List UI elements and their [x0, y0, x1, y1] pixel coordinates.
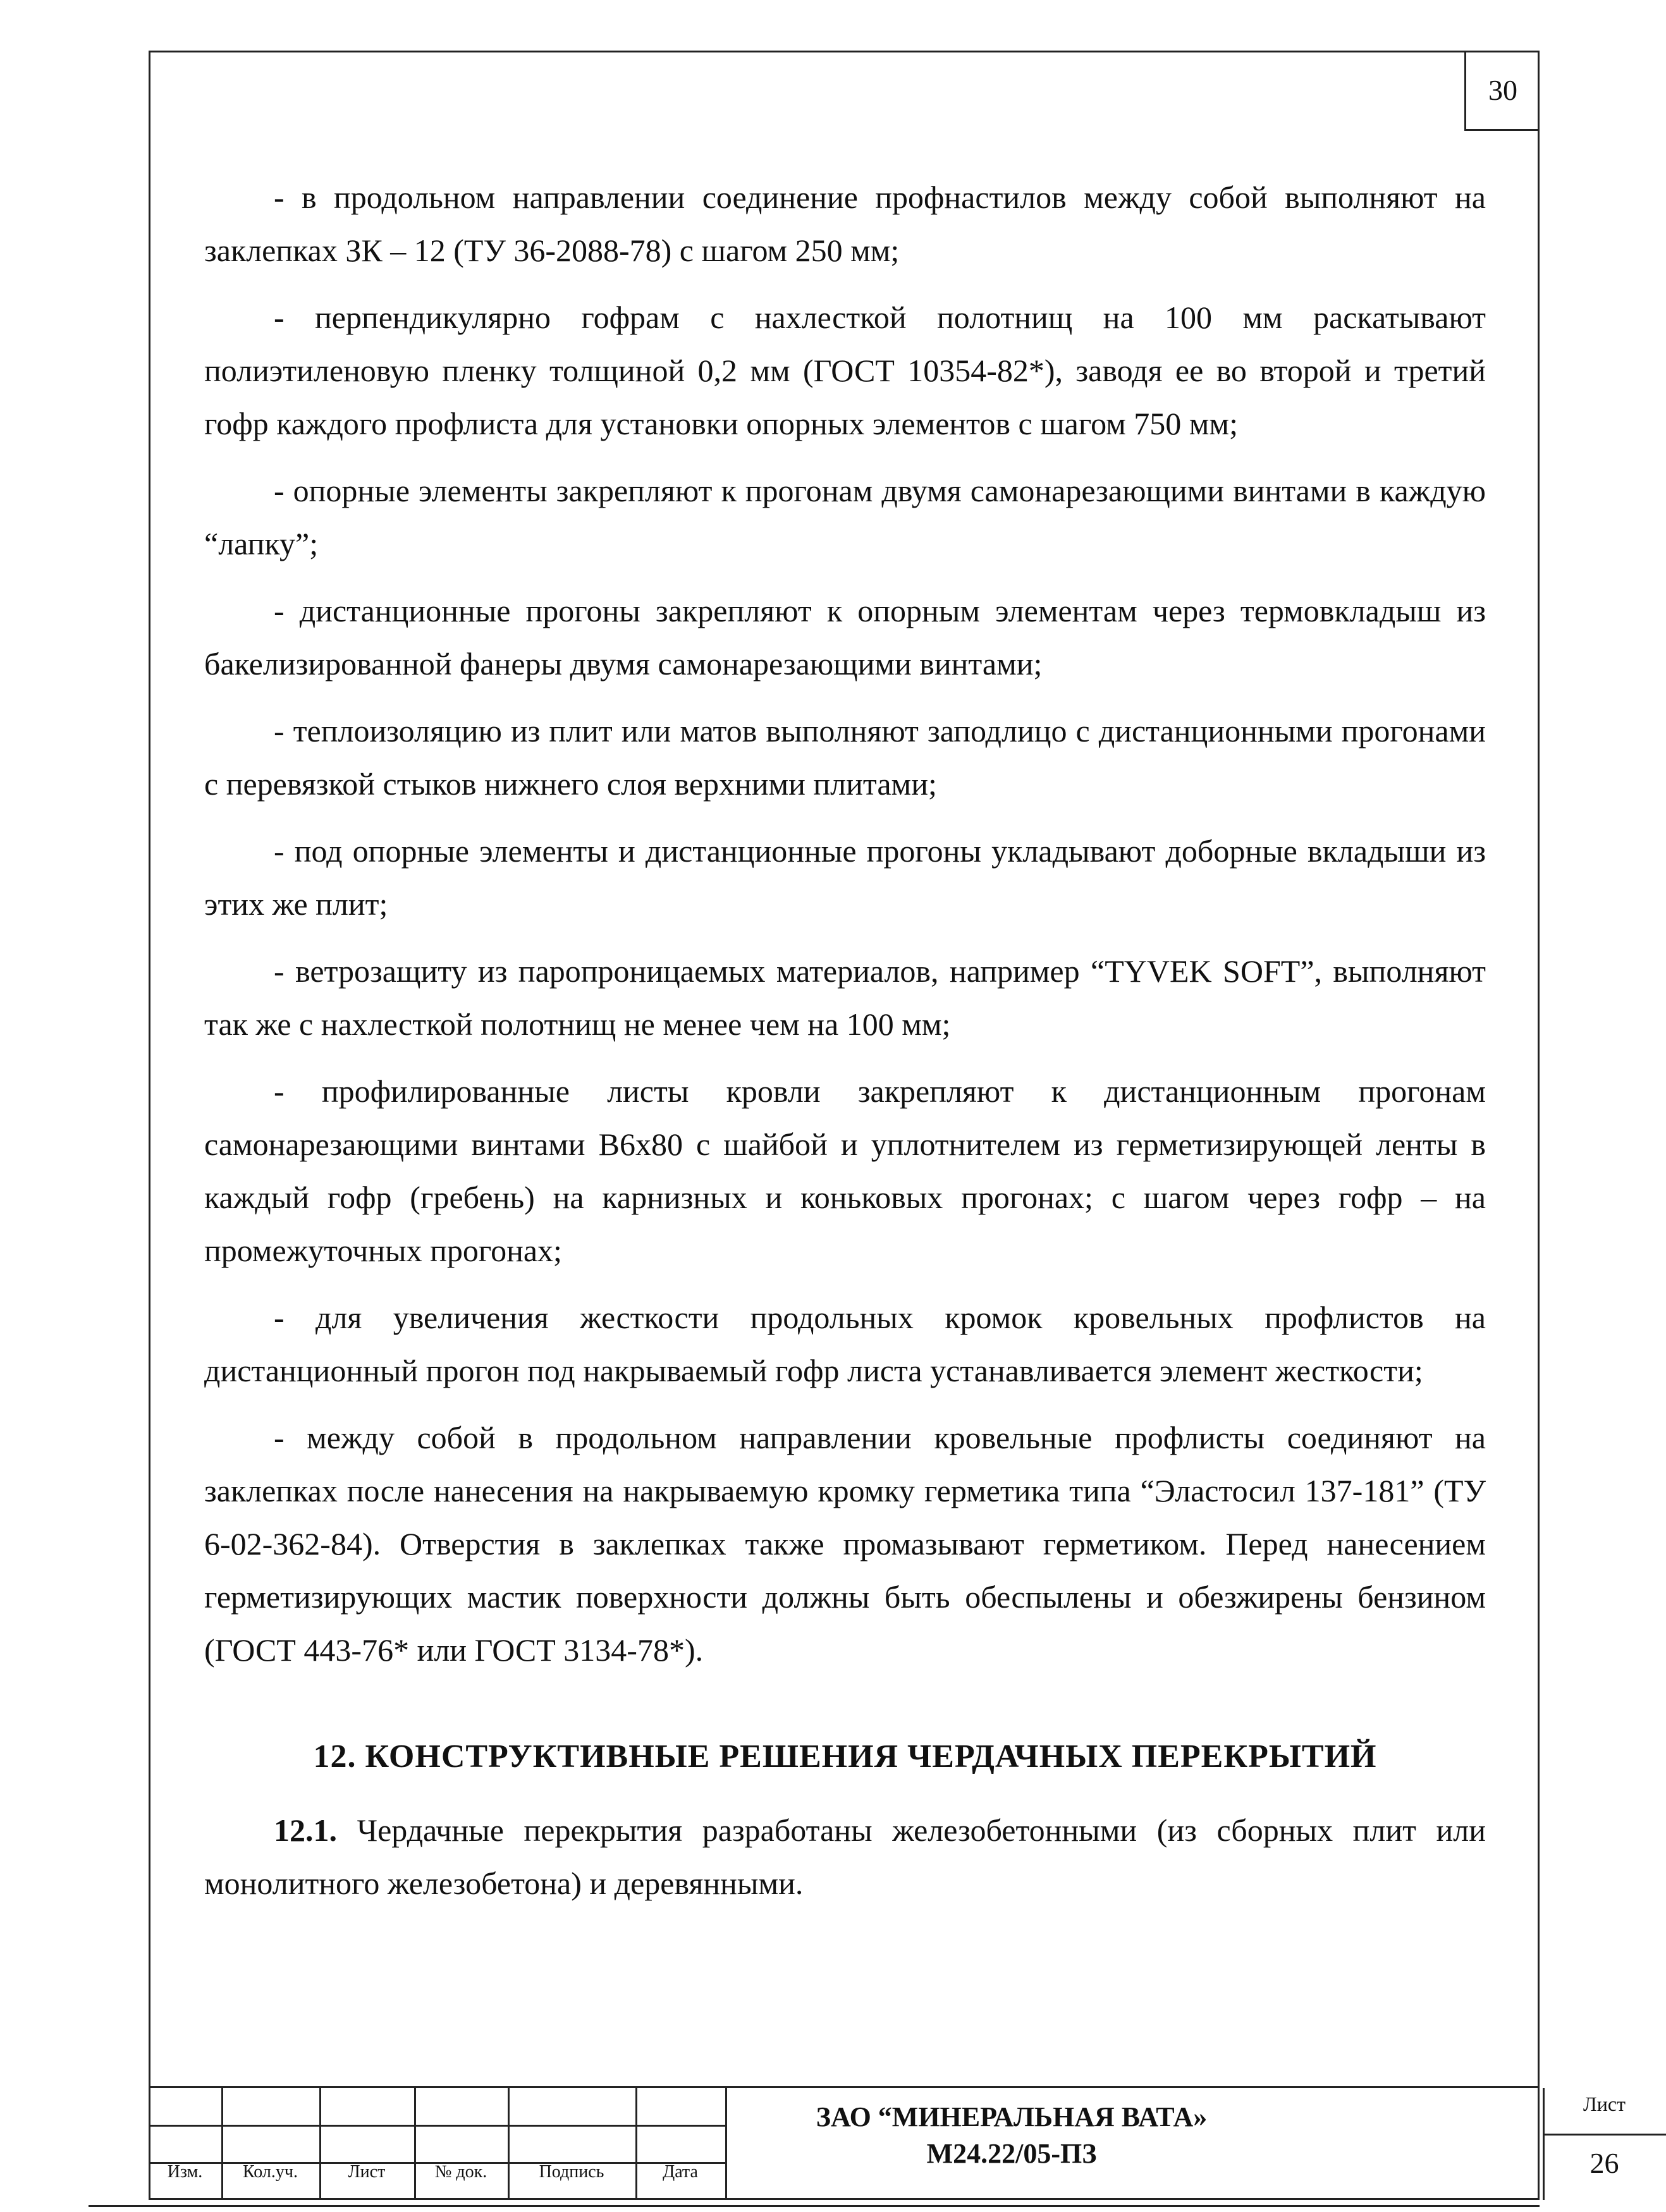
section-paragraph-number: 12.1.	[274, 1812, 337, 1848]
paragraph-4: - дистанционные прогоны закрепляют к опорным элементам через термовкладыш из бакелизированной фанеры двумя самонарезающими винтами;	[204, 593, 1486, 681]
title-block-company	[759, 2099, 1265, 2172]
company-name: ЗАО “МИНЕРАЛЬНАЯ ВАТА»	[816, 2101, 1208, 2132]
section-paragraph	[204, 1804, 1486, 1910]
grid-col-line	[508, 2088, 510, 2200]
page-number-box	[1464, 51, 1540, 131]
grid-col-line	[414, 2088, 416, 2200]
bottom-rule	[89, 2205, 1540, 2207]
page-number: 30	[1488, 73, 1517, 106]
paragraph-8: - профилированные листы кровли закрепляют к дистанционным прогонам самонарезающими винтами В6х80 с шайбой и уплотнителем из герметизирующей ленты в каждый гофр (гребень) на карнизных и коньковых прогонах; с шагом через гофр – на промежуточных прогонах;	[204, 1073, 1486, 1268]
paragraph-1: - в продольном направлении соединение профнастилов между собой выполняют на заклепках ЗК – 12 (ТУ 36-2088-78) с шагом 250 мм;	[204, 180, 1486, 268]
sheet-label: Лист	[1583, 2093, 1626, 2115]
grid-col-line	[319, 2088, 321, 2200]
paragraph-5: - теплоизоляцию из плит или матов выполняют заподлицо с дистанционными прогонами с перевязкой стыков нижнего слоя верхними плитами;	[204, 713, 1486, 802]
section-heading: 12. КОНСТРУКТИВНЫЕ РЕШЕНИЯ ЧЕРДАЧНЫХ ПЕРЕКРЫТИЙ	[313, 1738, 1377, 1775]
paragraph-9: - для увеличения жесткости продольных кромок кровельных профлистов на дистанционный прогон под накрываемый гофр листа устанавливается элемент жесткости;	[204, 1300, 1486, 1388]
column-label-izm: Изм.	[167, 2162, 203, 2182]
column-label-doc-number: № док.	[434, 2162, 487, 2182]
section-paragraph-text: Чердачные перекрытия разработаны железобетонными (из сборных плит или монолитного железобетона) и деревянными.	[204, 1812, 1486, 1901]
paragraph-2: - перпендикулярно гофрам с нахлесткой полотнищ на 100 мм раскатывают полиэтиленовую пленку толщиной 0,2 мм (ГОСТ 10354-82*), заводя ее во второй и третий гофр каждого профлиста для установки опорных элементов с шагом 750 мм;	[204, 300, 1486, 441]
column-label-date: Дата	[663, 2162, 698, 2182]
grid-row-line	[149, 2125, 725, 2127]
column-label-list: Лист	[348, 2162, 386, 2182]
grid-col-line	[221, 2088, 223, 2200]
document-code: М24.22/05-ПЗ	[926, 2138, 1097, 2169]
paragraph-6: - под опорные элементы и дистанционные прогоны укладывают доборные вкладыши из этих же плит;	[204, 833, 1486, 922]
column-label-signature: Подпись	[539, 2162, 604, 2182]
sheet-value: 26	[1589, 2147, 1619, 2179]
paragraph-10: - между собой в продольном направлении кровельные профлисты соединяют на заклепках после нанесения на накрываемую кромку герметика типа “Эластосил 137-181” (ТУ 6-02-362-84). Отверстия в заклепках также промазывают герметиком. Перед нанесением герметизирующих мастик поверхности должны быть обеспылены и обезжирены бензином (ГОСТ 443-76* или ГОСТ 3134-78*).	[204, 1420, 1486, 1668]
grid-col-line	[635, 2088, 637, 2200]
title-block-grid	[149, 2088, 725, 2200]
document-body	[204, 171, 1486, 1924]
column-label-kol-uch: Кол.уч.	[243, 2162, 298, 2182]
paragraph-3: - опорные элементы закрепляют к прогонам двумя самонарезающими винтами в каждую “лапку”;	[204, 473, 1486, 561]
paragraph-7: - ветрозащиту из паропроницаемых материалов, например “TYVEK SOFT”, выполняют так же с нахлесткой полотнищ не менее чем на 100 мм;	[204, 953, 1486, 1042]
title-block-divider	[725, 2088, 727, 2200]
sheet-column-separator	[1543, 2134, 1666, 2136]
